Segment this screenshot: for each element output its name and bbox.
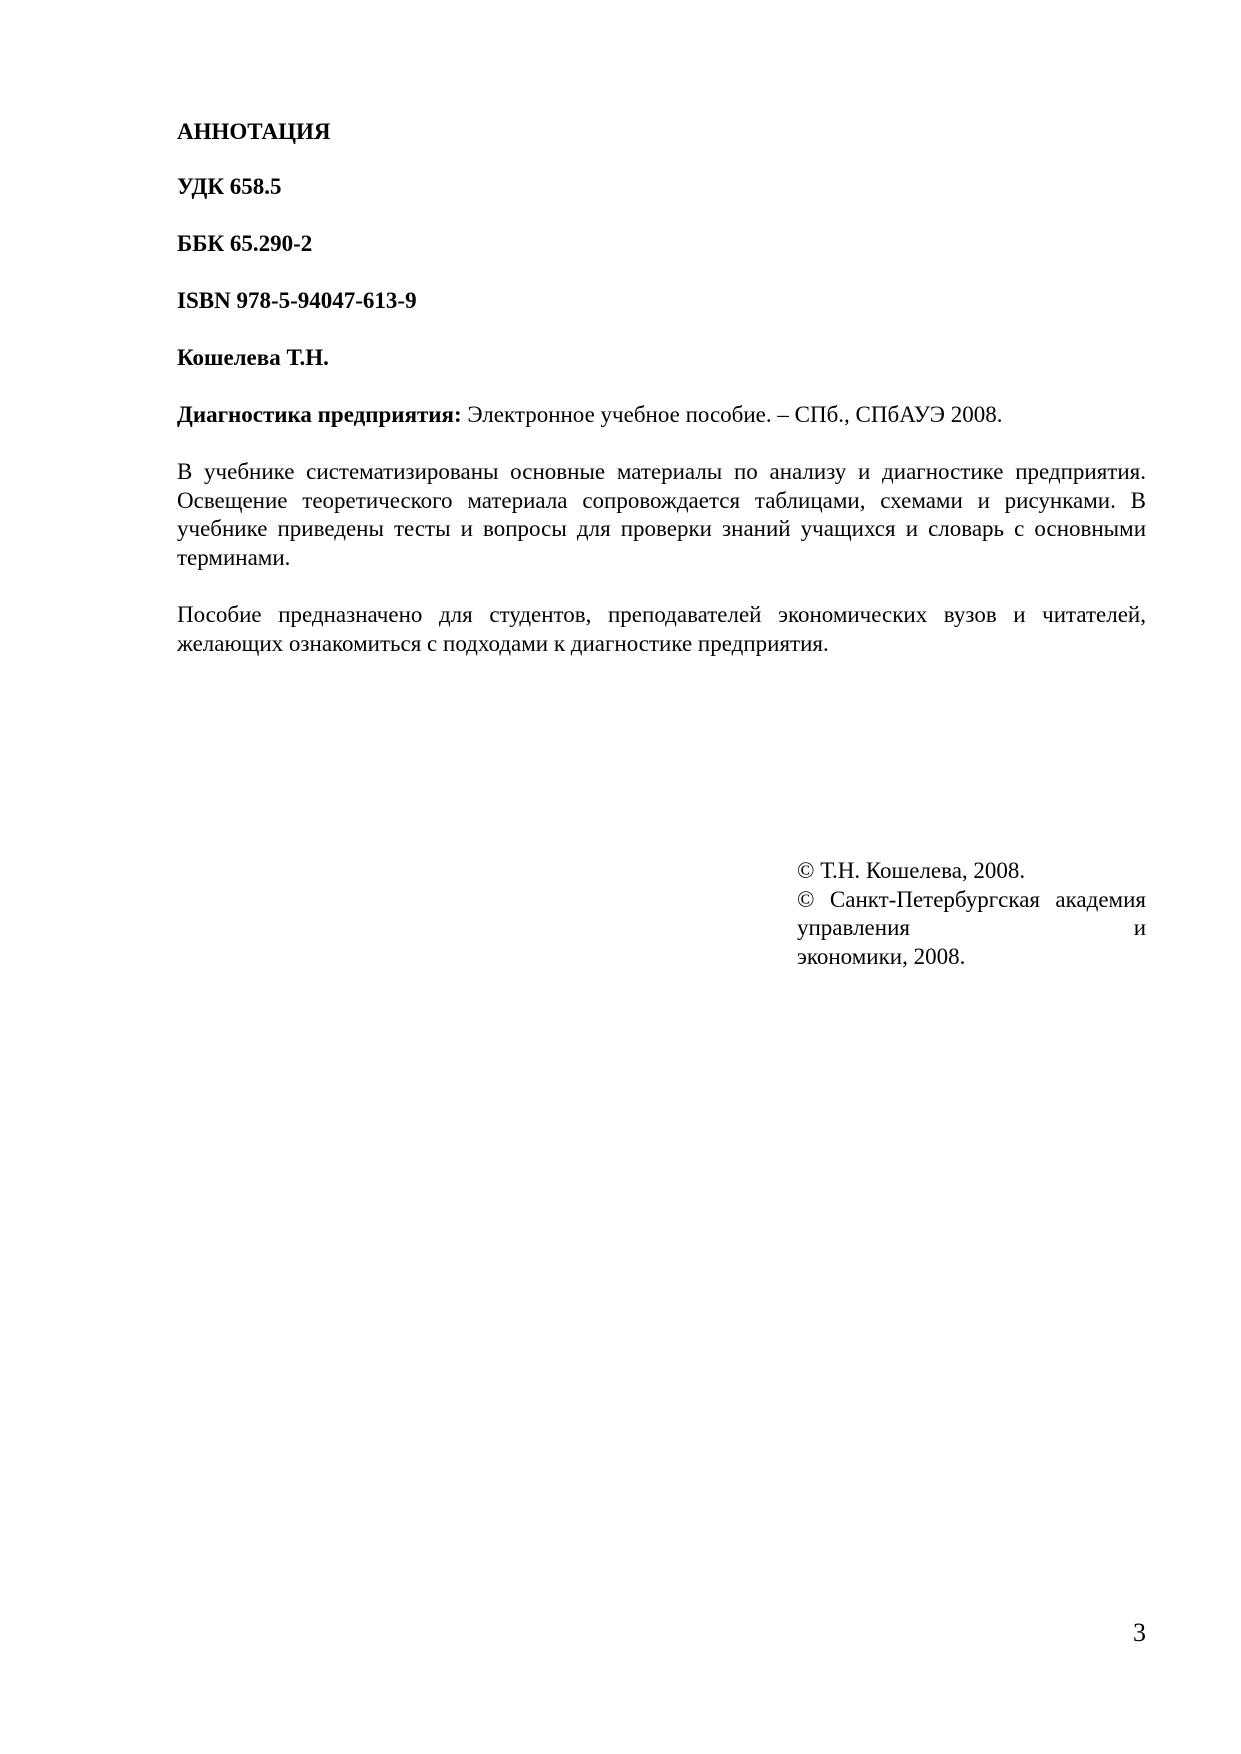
publication-details: Электронное учебное пособие. – СПб., СПбАУЭ 2008. (461, 402, 1003, 427)
copyright-block (797, 857, 1146, 971)
copyright-author: © Т.Н. Кошелева, 2008. (797, 858, 1026, 883)
annotation-heading: АННОТАЦИЯ (177, 119, 331, 144)
bbk-code: ББК 65.290-2 (177, 231, 313, 256)
book-title: Диагностика предприятия: (177, 402, 462, 427)
audience-paragraph: Пособие предназначено для студентов, преподавателей экономических вузов и читателей, желающих ознакомиться с подходами к диагностике предприятия. (177, 602, 1146, 656)
author-name: Кошелева Т.Н. (177, 345, 329, 370)
description-paragraph: В учебнике систематизированы основные материалы по анализу и диагностике предприятия. Освещение теоретического материала сопровождается таблицами, схемами и рисунками. В учебнике приведены тесты и вопросы для проверки знаний учащихся и словарь с основными терминами. (177, 459, 1146, 570)
udk-code: УДК 658.5 (177, 174, 282, 199)
isbn-code: ISBN 978-5-94047-613-9 (177, 288, 417, 313)
copyright-academy: © Санкт-Петербургская академия управления и (797, 886, 1146, 940)
bibliographic-reference (177, 401, 1002, 429)
copyright-academy-end: экономики, 2008. (797, 943, 966, 969)
page-number: 3 (1133, 1618, 1146, 1647)
